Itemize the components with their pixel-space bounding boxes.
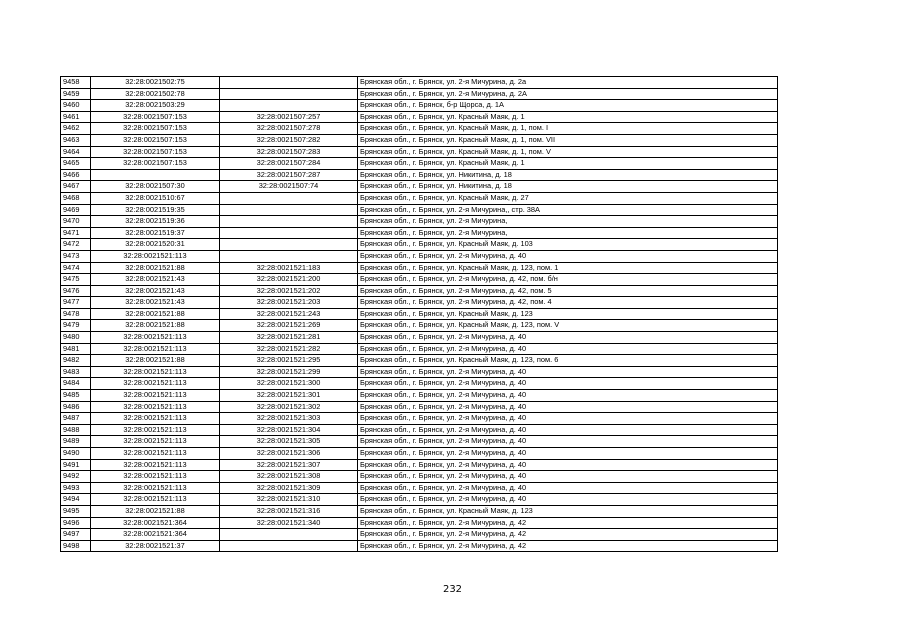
building-cadastral-number-cell: 32:28:0021521:183 bbox=[220, 262, 358, 274]
table-row bbox=[61, 227, 778, 239]
table-row bbox=[61, 274, 778, 286]
land-cadastral-number-cell: 32:28:0021521:43 bbox=[91, 297, 220, 309]
table-row bbox=[61, 540, 778, 552]
building-cadastral-number-cell: 32:28:0021521:316 bbox=[220, 505, 358, 517]
land-cadastral-number-cell: 32:28:0021507:153 bbox=[91, 111, 220, 123]
building-cadastral-number-cell bbox=[220, 227, 358, 239]
registry-table-body bbox=[61, 77, 778, 552]
building-cadastral-number-cell: 32:28:0021521:303 bbox=[220, 413, 358, 425]
table-row bbox=[61, 436, 778, 448]
row-number-cell: 9467 bbox=[61, 181, 91, 193]
land-cadastral-number-cell: 32:28:0021521:113 bbox=[91, 413, 220, 425]
land-cadastral-number-cell: 32:28:0021510:67 bbox=[91, 192, 220, 204]
land-cadastral-number-cell: 32:28:0021521:37 bbox=[91, 540, 220, 552]
table-row bbox=[61, 343, 778, 355]
address-cell: Брянская обл., г. Брянск, ул. 2-я Мичурина, д. 2а bbox=[358, 77, 778, 89]
address-cell: Брянская обл., г. Брянск, ул. 2-я Мичурина, bbox=[358, 227, 778, 239]
building-cadastral-number-cell: 32:28:0021521:305 bbox=[220, 436, 358, 448]
address-cell: Брянская обл., г. Брянск, ул. 2-я Мичурина, д. 42, пом. б/н bbox=[358, 274, 778, 286]
building-cadastral-number-cell: 32:28:0021521:202 bbox=[220, 285, 358, 297]
building-cadastral-number-cell: 32:28:0021521:301 bbox=[220, 390, 358, 402]
row-number-cell: 9473 bbox=[61, 250, 91, 262]
building-cadastral-number-cell: 32:28:0021507:284 bbox=[220, 158, 358, 170]
row-number-cell: 9476 bbox=[61, 285, 91, 297]
land-cadastral-number-cell bbox=[91, 169, 220, 181]
row-number-cell: 9470 bbox=[61, 216, 91, 228]
address-cell: Брянская обл., г. Брянск, ул. 2-я Мичурина, д. 40 bbox=[358, 482, 778, 494]
land-cadastral-number-cell: 32:28:0021521:88 bbox=[91, 308, 220, 320]
row-number-cell: 9468 bbox=[61, 192, 91, 204]
land-cadastral-number-cell: 32:28:0021519:37 bbox=[91, 227, 220, 239]
land-cadastral-number-cell: 32:28:0021521:113 bbox=[91, 459, 220, 471]
table-row bbox=[61, 158, 778, 170]
address-cell: Брянская обл., г. Брянск, ул. 2-я Мичурина, д. 40 bbox=[358, 390, 778, 402]
row-number-cell: 9497 bbox=[61, 529, 91, 541]
table-row bbox=[61, 100, 778, 112]
table-row bbox=[61, 378, 778, 390]
building-cadastral-number-cell: 32:28:0021507:257 bbox=[220, 111, 358, 123]
land-cadastral-number-cell: 32:28:0021521:113 bbox=[91, 378, 220, 390]
row-number-cell: 9482 bbox=[61, 355, 91, 367]
building-cadastral-number-cell bbox=[220, 100, 358, 112]
table-row bbox=[61, 320, 778, 332]
building-cadastral-number-cell: 32:28:0021521:302 bbox=[220, 401, 358, 413]
address-cell: Брянская обл., г. Брянск, ул. 2-я Мичурина, д. 40 bbox=[358, 401, 778, 413]
row-number-cell: 9466 bbox=[61, 169, 91, 181]
building-cadastral-number-cell: 32:28:0021507:74 bbox=[220, 181, 358, 193]
table-row bbox=[61, 308, 778, 320]
property-registry-table bbox=[60, 76, 778, 552]
table-row bbox=[61, 192, 778, 204]
row-number-cell: 9494 bbox=[61, 494, 91, 506]
row-number-cell: 9460 bbox=[61, 100, 91, 112]
table-row bbox=[61, 88, 778, 100]
land-cadastral-number-cell: 32:28:0021521:113 bbox=[91, 332, 220, 344]
land-cadastral-number-cell: 32:28:0021520:31 bbox=[91, 239, 220, 251]
table-row bbox=[61, 204, 778, 216]
address-cell: Брянская обл., г. Брянск, ул. Красный Маяк, д. 1 bbox=[358, 111, 778, 123]
building-cadastral-number-cell: 32:28:0021521:304 bbox=[220, 424, 358, 436]
building-cadastral-number-cell: 32:28:0021521:309 bbox=[220, 482, 358, 494]
land-cadastral-number-cell: 32:28:0021521:113 bbox=[91, 424, 220, 436]
table-row bbox=[61, 494, 778, 506]
row-number-cell: 9458 bbox=[61, 77, 91, 89]
table-row bbox=[61, 459, 778, 471]
address-cell: Брянская обл., г. Брянск, ул. 2-я Мичурина, д. 42 bbox=[358, 529, 778, 541]
table-row bbox=[61, 448, 778, 460]
land-cadastral-number-cell: 32:28:0021503:29 bbox=[91, 100, 220, 112]
address-cell: Брянская обл., г. Брянск, ул. 2-я Мичурина, д. 42 bbox=[358, 540, 778, 552]
address-cell: Брянская обл., г. Брянск, ул. 2-я Мичурина, д. 40 bbox=[358, 436, 778, 448]
row-number-cell: 9498 bbox=[61, 540, 91, 552]
building-cadastral-number-cell: 32:28:0021507:278 bbox=[220, 123, 358, 135]
row-number-cell: 9486 bbox=[61, 401, 91, 413]
row-number-cell: 9489 bbox=[61, 436, 91, 448]
row-number-cell: 9480 bbox=[61, 332, 91, 344]
table-row bbox=[61, 123, 778, 135]
land-cadastral-number-cell: 32:28:0021521:364 bbox=[91, 529, 220, 541]
land-cadastral-number-cell: 32:28:0021521:88 bbox=[91, 320, 220, 332]
building-cadastral-number-cell: 32:28:0021507:282 bbox=[220, 134, 358, 146]
row-number-cell: 9478 bbox=[61, 308, 91, 320]
address-cell: Брянская обл., г. Брянск, ул. 2-я Мичурина, д. 40 bbox=[358, 424, 778, 436]
address-cell: Брянская обл., г. Брянск, ул. Красный Маяк, д. 123, пом. V bbox=[358, 320, 778, 332]
row-number-cell: 9496 bbox=[61, 517, 91, 529]
building-cadastral-number-cell: 32:28:0021521:295 bbox=[220, 355, 358, 367]
address-cell: Брянская обл., г. Брянск, ул. 2-я Мичурина, д. 40 bbox=[358, 366, 778, 378]
address-cell: Брянская обл., г. Брянск, ул. Красный Маяк, д. 123, пом. 6 bbox=[358, 355, 778, 367]
row-number-cell: 9464 bbox=[61, 146, 91, 158]
address-cell: Брянская обл., г. Брянск, ул. 2-я Мичурина, д. 40 bbox=[358, 413, 778, 425]
land-cadastral-number-cell: 32:28:0021521:113 bbox=[91, 436, 220, 448]
building-cadastral-number-cell: 32:28:0021521:340 bbox=[220, 517, 358, 529]
row-number-cell: 9492 bbox=[61, 471, 91, 483]
row-number-cell: 9487 bbox=[61, 413, 91, 425]
address-cell: Брянская обл., г. Брянск, ул. Никитина, д. 18 bbox=[358, 181, 778, 193]
table-row bbox=[61, 77, 778, 89]
table-row bbox=[61, 262, 778, 274]
building-cadastral-number-cell: 32:28:0021521:310 bbox=[220, 494, 358, 506]
building-cadastral-number-cell: 32:28:0021507:283 bbox=[220, 146, 358, 158]
address-cell: Брянская обл., г. Брянск, ул. Красный Маяк, д. 1, пом. VII bbox=[358, 134, 778, 146]
land-cadastral-number-cell: 32:28:0021521:113 bbox=[91, 401, 220, 413]
table-row bbox=[61, 366, 778, 378]
row-number-cell: 9484 bbox=[61, 378, 91, 390]
table-row bbox=[61, 355, 778, 367]
address-cell: Брянская обл., г. Брянск, ул. 2-я Мичурина, д. 40 bbox=[358, 459, 778, 471]
address-cell: Брянская обл., г. Брянск, ул. Красный Маяк, д. 103 bbox=[358, 239, 778, 251]
address-cell: Брянская обл., г. Брянск, ул. Красный Маяк, д. 1, пом. I bbox=[358, 123, 778, 135]
land-cadastral-number-cell: 32:28:0021507:153 bbox=[91, 146, 220, 158]
table-row bbox=[61, 250, 778, 262]
address-cell: Брянская обл., г. Брянск, ул. 2-я Мичурина, д. 40 bbox=[358, 471, 778, 483]
row-number-cell: 9491 bbox=[61, 459, 91, 471]
address-cell: Брянская обл., г. Брянск, ул. 2-я Мичурина, д. 40 bbox=[358, 494, 778, 506]
building-cadastral-number-cell: 32:28:0021521:300 bbox=[220, 378, 358, 390]
land-cadastral-number-cell: 32:28:0021521:43 bbox=[91, 285, 220, 297]
row-number-cell: 9495 bbox=[61, 505, 91, 517]
table-row bbox=[61, 505, 778, 517]
address-cell: Брянская обл., г. Брянск, ул. 2-я Мичурина, д. 40 bbox=[358, 378, 778, 390]
address-cell: Брянская обл., г. Брянск, ул. 2-я Мичурина, д. 42, пом. 4 bbox=[358, 297, 778, 309]
table-row bbox=[61, 239, 778, 251]
building-cadastral-number-cell: 32:28:0021521:269 bbox=[220, 320, 358, 332]
row-number-cell: 9475 bbox=[61, 274, 91, 286]
row-number-cell: 9463 bbox=[61, 134, 91, 146]
address-cell: Брянская обл., г. Брянск, ул. Красный Маяк, д. 27 bbox=[358, 192, 778, 204]
address-cell: Брянская обл., г. Брянск, ул. 2-я Мичурина, д. 42, пом. 5 bbox=[358, 285, 778, 297]
address-cell: Брянская обл., г. Брянск, ул. Красный Маяк, д. 123, пом. 1 bbox=[358, 262, 778, 274]
row-number-cell: 9483 bbox=[61, 366, 91, 378]
building-cadastral-number-cell bbox=[220, 216, 358, 228]
row-number-cell: 9471 bbox=[61, 227, 91, 239]
row-number-cell: 9479 bbox=[61, 320, 91, 332]
building-cadastral-number-cell: 32:28:0021521:282 bbox=[220, 343, 358, 355]
table-row bbox=[61, 134, 778, 146]
table-row bbox=[61, 297, 778, 309]
land-cadastral-number-cell: 32:28:0021521:113 bbox=[91, 494, 220, 506]
land-cadastral-number-cell: 32:28:0021521:364 bbox=[91, 517, 220, 529]
row-number-cell: 9472 bbox=[61, 239, 91, 251]
row-number-cell: 9481 bbox=[61, 343, 91, 355]
row-number-cell: 9485 bbox=[61, 390, 91, 402]
address-cell: Брянская обл., г. Брянск, б-р Щорса, д. 1А bbox=[358, 100, 778, 112]
building-cadastral-number-cell: 32:28:0021521:281 bbox=[220, 332, 358, 344]
land-cadastral-number-cell: 32:28:0021521:113 bbox=[91, 250, 220, 262]
land-cadastral-number-cell: 32:28:0021521:113 bbox=[91, 390, 220, 402]
building-cadastral-number-cell: 32:28:0021521:203 bbox=[220, 297, 358, 309]
address-cell: Брянская обл., г. Брянск, ул. Красный Маяк, д. 1 bbox=[358, 158, 778, 170]
row-number-cell: 9477 bbox=[61, 297, 91, 309]
table-row bbox=[61, 529, 778, 541]
table-row bbox=[61, 517, 778, 529]
building-cadastral-number-cell: 32:28:0021521:308 bbox=[220, 471, 358, 483]
address-cell: Брянская обл., г. Брянск, ул. Никитина, д. 18 bbox=[358, 169, 778, 181]
address-cell: Брянская обл., г. Брянск, ул. 2-я Мичурина, bbox=[358, 216, 778, 228]
row-number-cell: 9461 bbox=[61, 111, 91, 123]
row-number-cell: 9493 bbox=[61, 482, 91, 494]
building-cadastral-number-cell: 32:28:0021521:306 bbox=[220, 448, 358, 460]
land-cadastral-number-cell: 32:28:0021521:88 bbox=[91, 262, 220, 274]
address-cell: Брянская обл., г. Брянск, ул. 2-я Мичурина,, стр. 38А bbox=[358, 204, 778, 216]
address-cell: Брянская обл., г. Брянск, ул. 2-я Мичурина, д. 40 bbox=[358, 448, 778, 460]
land-cadastral-number-cell: 32:28:0021521:113 bbox=[91, 482, 220, 494]
land-cadastral-number-cell: 32:28:0021521:113 bbox=[91, 471, 220, 483]
address-cell: Брянская обл., г. Брянск, ул. Красный Маяк, д. 123 bbox=[358, 308, 778, 320]
row-number-cell: 9490 bbox=[61, 448, 91, 460]
row-number-cell: 9488 bbox=[61, 424, 91, 436]
land-cadastral-number-cell: 32:28:0021502:78 bbox=[91, 88, 220, 100]
building-cadastral-number-cell bbox=[220, 529, 358, 541]
building-cadastral-number-cell bbox=[220, 192, 358, 204]
table-row bbox=[61, 413, 778, 425]
table-row bbox=[61, 111, 778, 123]
table-row bbox=[61, 390, 778, 402]
land-cadastral-number-cell: 32:28:0021521:88 bbox=[91, 355, 220, 367]
table-row bbox=[61, 146, 778, 158]
address-cell: Брянская обл., г. Брянск, ул. 2-я Мичурина, д. 2А bbox=[358, 88, 778, 100]
building-cadastral-number-cell: 32:28:0021521:200 bbox=[220, 274, 358, 286]
land-cadastral-number-cell: 32:28:0021521:113 bbox=[91, 366, 220, 378]
table-row bbox=[61, 471, 778, 483]
table-row bbox=[61, 424, 778, 436]
building-cadastral-number-cell bbox=[220, 239, 358, 251]
land-cadastral-number-cell: 32:28:0021521:43 bbox=[91, 274, 220, 286]
address-cell: Брянская обл., г. Брянск, ул. 2-я Мичурина, д. 40 bbox=[358, 343, 778, 355]
address-cell: Брянская обл., г. Брянск, ул. 2-я Мичурина, д. 40 bbox=[358, 250, 778, 262]
table-row bbox=[61, 181, 778, 193]
building-cadastral-number-cell: 32:28:0021507:287 bbox=[220, 169, 358, 181]
table-row bbox=[61, 169, 778, 181]
building-cadastral-number-cell bbox=[220, 204, 358, 216]
page-number: 232 bbox=[442, 584, 463, 595]
table-row bbox=[61, 216, 778, 228]
land-cadastral-number-cell: 32:28:0021507:30 bbox=[91, 181, 220, 193]
building-cadastral-number-cell: 32:28:0021521:243 bbox=[220, 308, 358, 320]
land-cadastral-number-cell: 32:28:0021507:153 bbox=[91, 134, 220, 146]
address-cell: Брянская обл., г. Брянск, ул. 2-я Мичурина, д. 40 bbox=[358, 332, 778, 344]
row-number-cell: 9459 bbox=[61, 88, 91, 100]
table-row bbox=[61, 285, 778, 297]
row-number-cell: 9465 bbox=[61, 158, 91, 170]
building-cadastral-number-cell bbox=[220, 88, 358, 100]
land-cadastral-number-cell: 32:28:0021521:113 bbox=[91, 343, 220, 355]
land-cadastral-number-cell: 32:28:0021519:36 bbox=[91, 216, 220, 228]
row-number-cell: 9469 bbox=[61, 204, 91, 216]
land-cadastral-number-cell: 32:28:0021519:35 bbox=[91, 204, 220, 216]
land-cadastral-number-cell: 32:28:0021507:153 bbox=[91, 158, 220, 170]
building-cadastral-number-cell bbox=[220, 77, 358, 89]
land-cadastral-number-cell: 32:28:0021507:153 bbox=[91, 123, 220, 135]
building-cadastral-number-cell: 32:28:0021521:307 bbox=[220, 459, 358, 471]
building-cadastral-number-cell bbox=[220, 250, 358, 262]
address-cell: Брянская обл., г. Брянск, ул. Красный Маяк, д. 123 bbox=[358, 505, 778, 517]
land-cadastral-number-cell: 32:28:0021521:88 bbox=[91, 505, 220, 517]
address-cell: Брянская обл., г. Брянск, ул. 2-я Мичурина, д. 42 bbox=[358, 517, 778, 529]
land-cadastral-number-cell: 32:28:0021502:75 bbox=[91, 77, 220, 89]
table-row bbox=[61, 482, 778, 494]
address-cell: Брянская обл., г. Брянск, ул. Красный Маяк, д. 1, пом. V bbox=[358, 146, 778, 158]
table-row bbox=[61, 332, 778, 344]
row-number-cell: 9474 bbox=[61, 262, 91, 274]
land-cadastral-number-cell: 32:28:0021521:113 bbox=[91, 448, 220, 460]
building-cadastral-number-cell: 32:28:0021521:299 bbox=[220, 366, 358, 378]
building-cadastral-number-cell bbox=[220, 540, 358, 552]
table-row bbox=[61, 401, 778, 413]
row-number-cell: 9462 bbox=[61, 123, 91, 135]
